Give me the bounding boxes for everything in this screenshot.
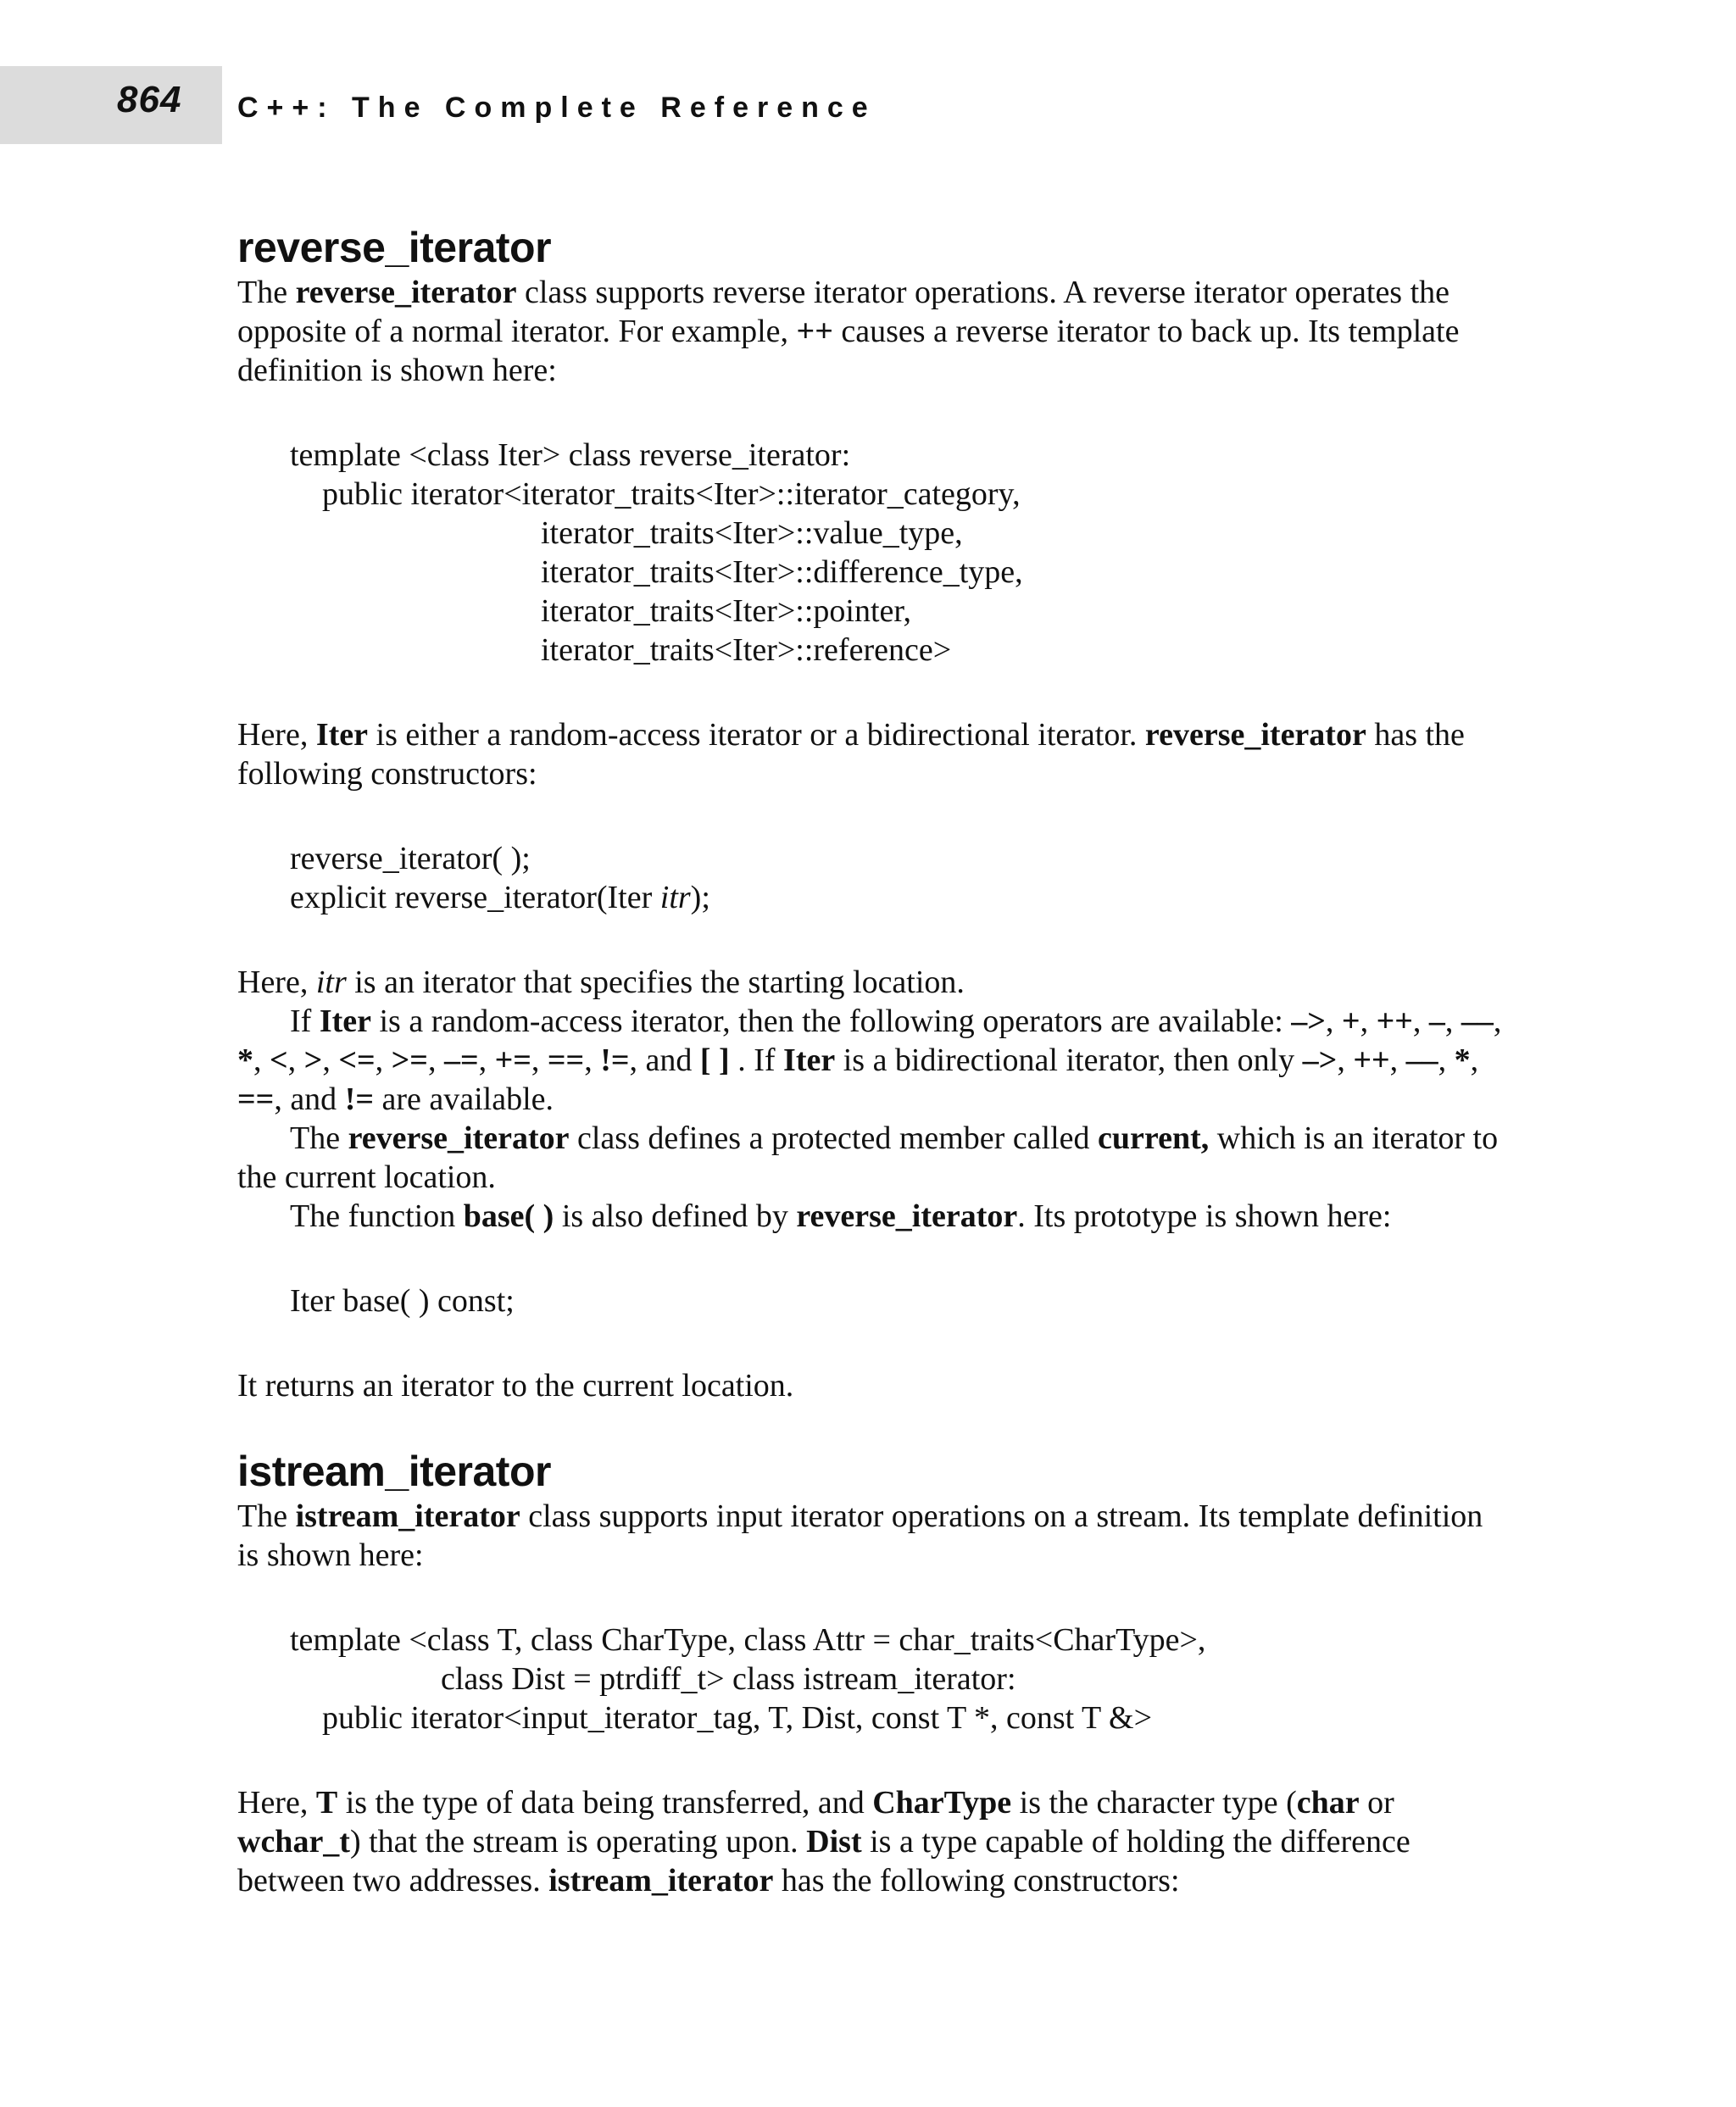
running-head: C++: The Complete Reference	[237, 92, 876, 124]
code-line: public iterator<iterator_traits<Iter>::iterator_category,	[322, 476, 1021, 512]
base-prototype-code	[237, 1281, 1509, 1320]
page-body	[237, 222, 1509, 1900]
current-member-paragraph: The reverse_iterator class defines a protected member called current, which is an iterator to the current location.	[237, 1120, 1499, 1195]
page-number: 864	[117, 79, 182, 120]
code-line: reverse_iterator( );	[290, 841, 531, 876]
code-line: Iter base( ) const;	[290, 1283, 515, 1319]
operators-paragraph: If Iter is a random-access iterator, then the following operators are available: –>, +, ++, –, ––, *, <, >, <=, >=, –=, +=, ==, !=, and [ ] . If Iter is a bidirectional iterator, then only –>, ++, ––, *, ==, and != are available.	[237, 1003, 1502, 1117]
istream-params-paragraph: Here, T is the type of data being transferred, and CharType is the character type (char or wchar_t) that the stream is operating upon. Dist is a type capable of holding the difference between two addresses. istream_iterator has the following constructors:	[237, 1785, 1410, 1899]
reverse-iterator-template-code	[237, 436, 1509, 670]
section-title-reverse-iterator: reverse_iterator	[237, 224, 552, 271]
base-returns-paragraph: It returns an iterator to the current location.	[237, 1368, 794, 1404]
code-line: public iterator<input_iterator_tag, T, Dist, const T *, const T &>	[322, 1700, 1153, 1736]
istream-iterator-template-code	[237, 1621, 1509, 1737]
code-line: iterator_traits<Iter>::reference>	[541, 632, 952, 668]
iter-description: Here, Iter is either a random-access iterator or a bidirectional iterator. reverse_iterator has the following constructors:	[237, 717, 1465, 792]
section-title-istream-iterator: istream_iterator	[237, 1448, 551, 1495]
code-line: template <class T, class CharType, class Attr = char_traits<CharType>,	[290, 1622, 1206, 1658]
code-line: class Dist = ptrdiff_t> class istream_iterator:	[441, 1661, 1016, 1697]
itr-description: Here, itr is an iterator that specifies the starting location.	[237, 965, 965, 1000]
page-number-box	[0, 66, 222, 144]
code-line: iterator_traits<Iter>::value_type,	[541, 515, 963, 551]
reverse-iterator-intro: The reverse_iterator class supports reverse iterator operations. A reverse iterator operates the opposite of a normal iterator. For example, ++ causes a reverse iterator to back up. Its template definition is shown here:	[237, 275, 1460, 388]
base-function-paragraph: The function base( ) is also defined by reverse_iterator. Its prototype is shown here:	[290, 1198, 1392, 1234]
constructor-code	[237, 839, 1509, 917]
code-line: explicit reverse_iterator(Iter itr);	[290, 880, 710, 915]
code-line: iterator_traits<Iter>::pointer,	[541, 593, 912, 629]
code-line: template <class Iter> class reverse_iterator:	[290, 437, 851, 473]
code-line: iterator_traits<Iter>::difference_type,	[541, 554, 1023, 590]
istream-iterator-intro: The istream_iterator class supports input iterator operations on a stream. Its template definition is shown here:	[237, 1498, 1483, 1573]
